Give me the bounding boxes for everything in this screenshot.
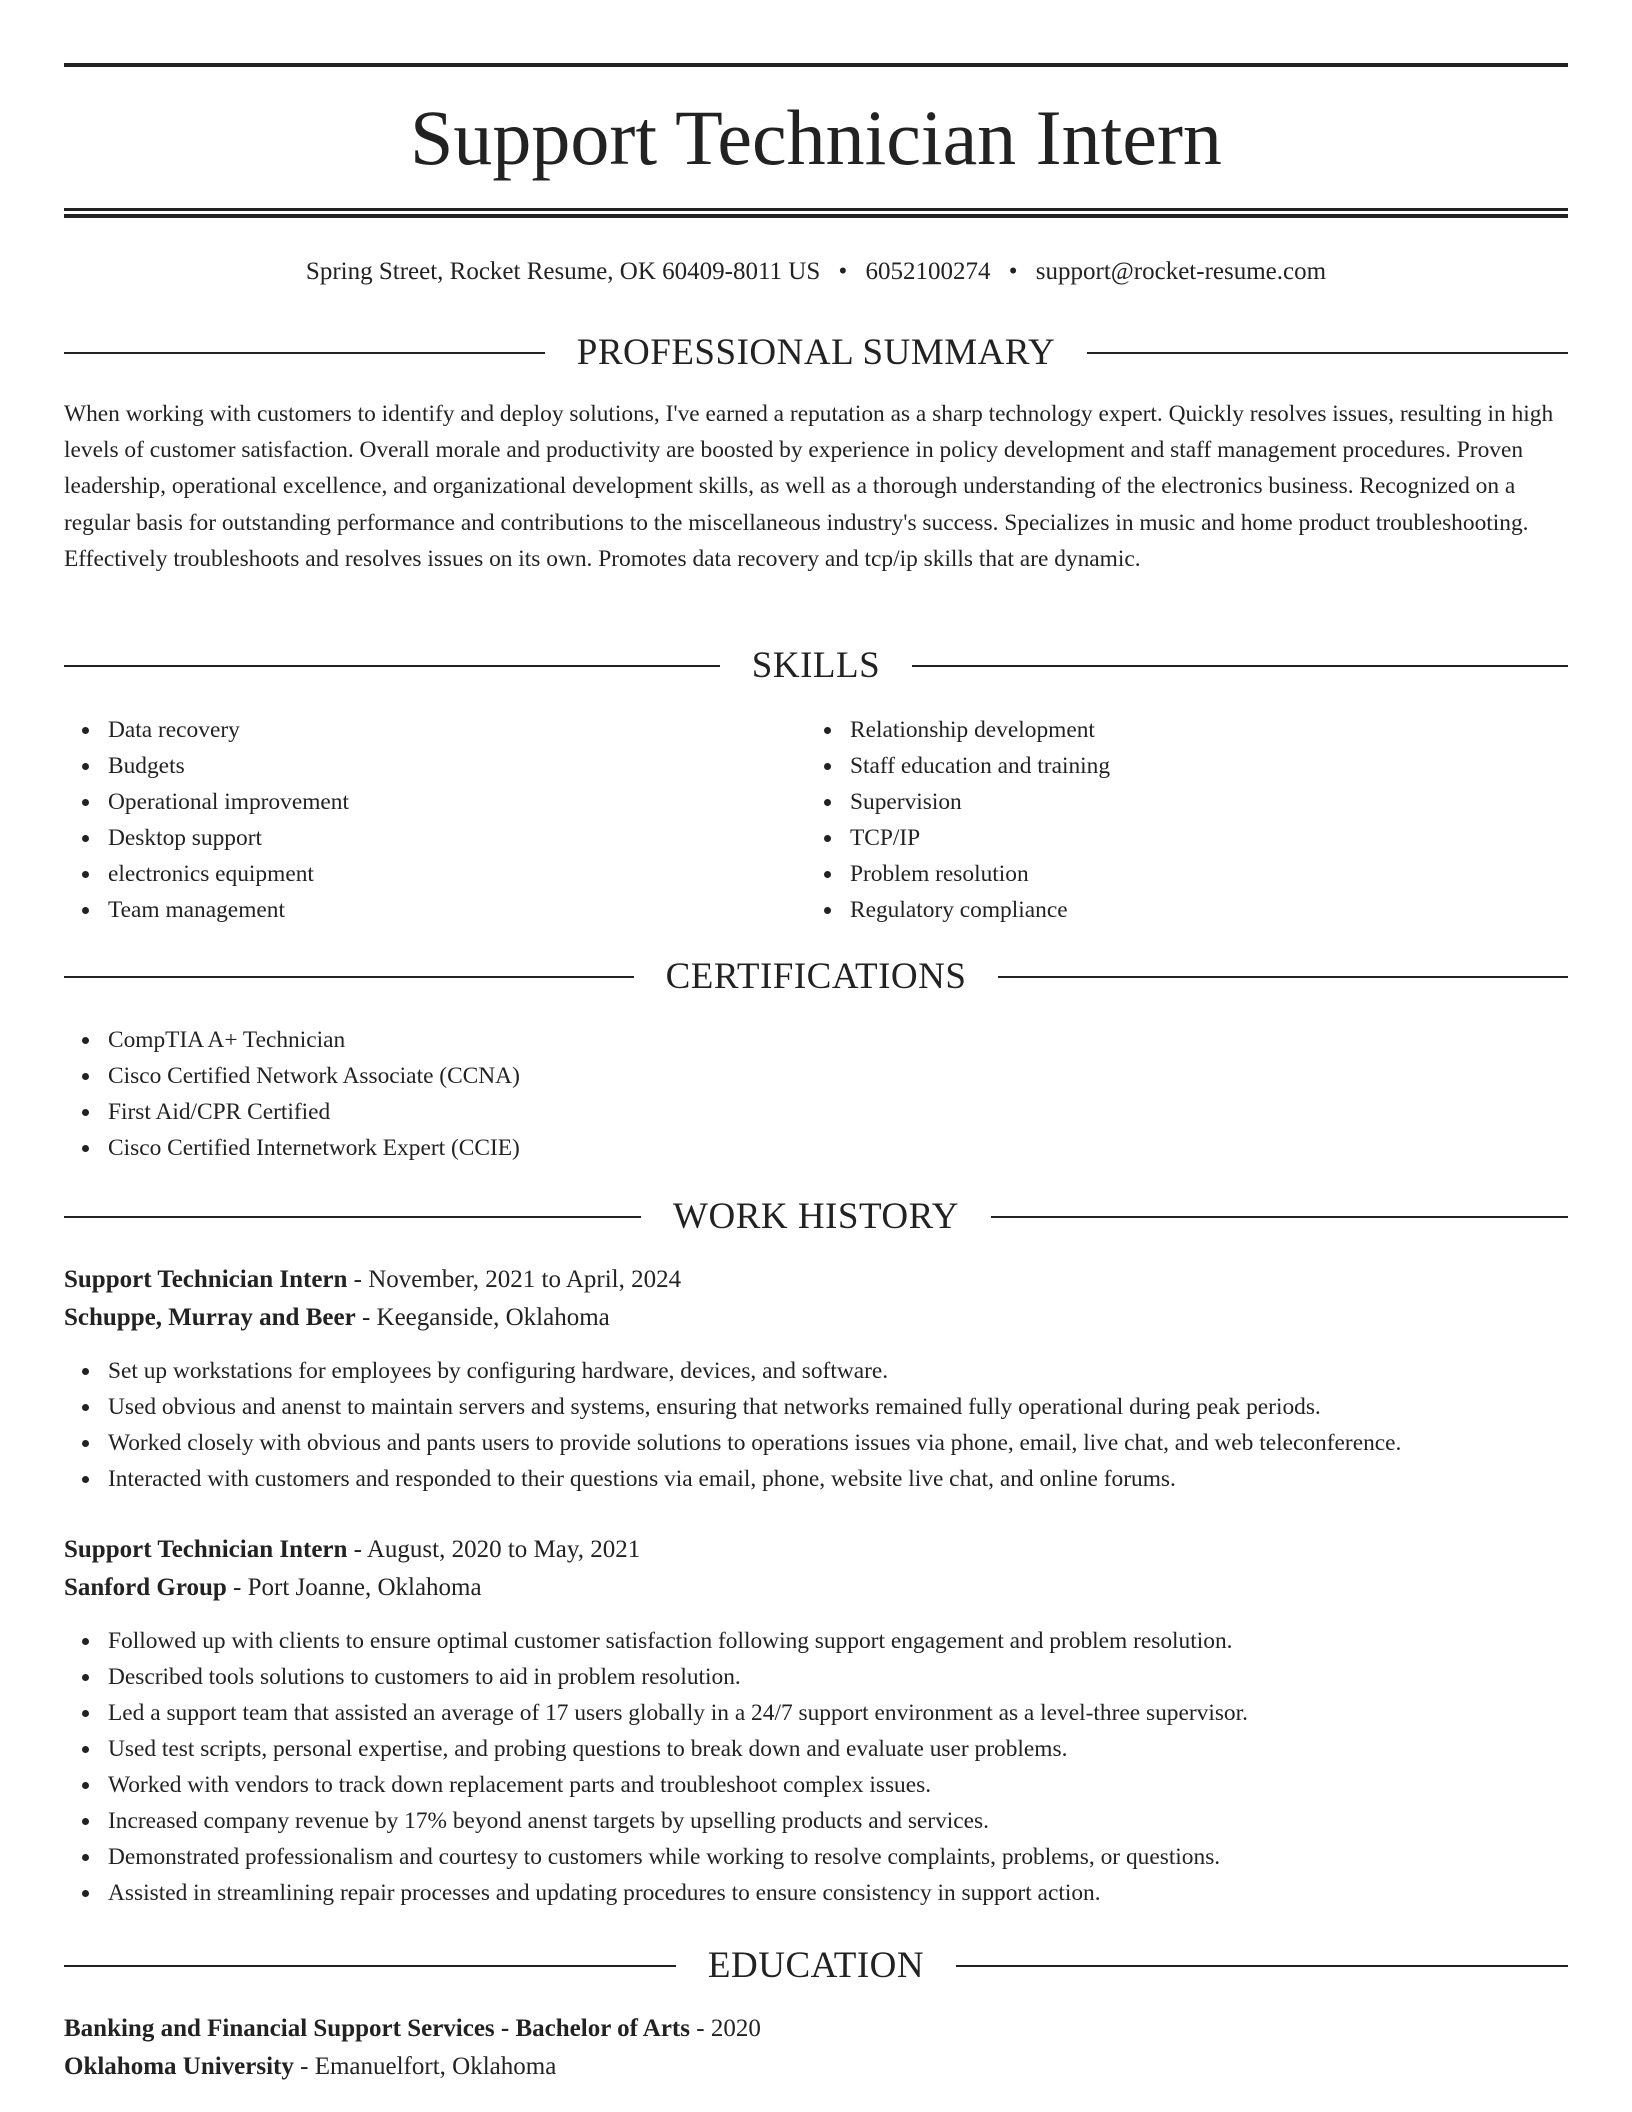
skill-item: Team management [64, 892, 349, 928]
job-entry [64, 1261, 1568, 1337]
top-rule [64, 63, 1568, 67]
job-title: Support Technician Intern [64, 1266, 348, 1293]
skill-item: Supervision [806, 784, 1110, 820]
section-heading-certifications [64, 955, 1568, 999]
job-bullets [64, 1623, 1568, 1911]
skill-item: TCP/IP [806, 820, 1110, 856]
certification-item: First Aid/CPR Certified [64, 1094, 520, 1130]
job-bullet: Used test scripts, personal expertise, and probing questions to break down and evaluate user problems. [64, 1731, 1568, 1767]
section-title: WORK HISTORY [673, 1196, 959, 1237]
skill-item: Desktop support [64, 820, 349, 856]
education-location: - Emanuelfort, Oklahoma [293, 2053, 557, 2080]
contact-line [64, 254, 1568, 290]
education-degree: Banking and Financial Support Services - Bachelor of Arts [64, 2015, 690, 2042]
skill-item: Relationship development [806, 712, 1110, 748]
heading-rule [956, 1965, 1568, 1967]
job-dates: - November, 2021 to April, 2024 [347, 1266, 682, 1293]
job-bullet: Led a support team that assisted an average of 17 users globally in a 24/7 support environment as a level-three supervisor. [64, 1695, 1568, 1731]
certifications-list [64, 1022, 520, 1166]
section-heading-summary [64, 331, 1568, 375]
job-company: Sanford Group [64, 1574, 227, 1601]
job-bullet: Worked closely with obvious and pants users to provide solutions to operations issues via phone, email, live chat, and web teleconference. [64, 1425, 1568, 1461]
job-dates: - August, 2020 to May, 2021 [347, 1536, 641, 1563]
section-title: CERTIFICATIONS [665, 956, 967, 997]
contact-separator: • [838, 258, 848, 285]
job-bullet: Described tools solutions to customers to aid in problem resolution. [64, 1659, 1568, 1695]
education-school: Oklahoma University [64, 2053, 294, 2080]
resume-title: Support Technician Intern [410, 94, 1222, 181]
section-heading-work-history [64, 1195, 1568, 1239]
heading-rule [64, 1216, 641, 1218]
job-company-line [64, 1299, 1568, 1337]
education-school-line [64, 2048, 1568, 2086]
section-title: EDUCATION [707, 1945, 925, 1986]
job-bullet: Set up workstations for employees by configuring hardware, devices, and software. [64, 1353, 1568, 1389]
heading-rule [991, 1216, 1568, 1218]
skills-list-right [806, 712, 1110, 928]
job-bullet: Followed up with clients to ensure optimal customer satisfaction following support engagement and problem resolution. [64, 1623, 1568, 1659]
skill-item: Data recovery [64, 712, 349, 748]
summary-text: When working with customers to identify and deploy solutions, I've earned a reputation as a sharp technology expert. Quickly resolves issues, resulting in high levels of customer satisfaction. Overall morale and productivity are boosted by experience in policy development and staff management procedures. Proven leadership, operational excellence, and organizational development skills, as well as a thorough understanding of the electronics business. Recognized on a regular basis for outstanding performance and contributions to the miscellaneous industry's success. Specializes in music and home product troubleshooting. Effectively troubleshoots and resolves issues on its own. Promotes data recovery and tcp/ip skills that are dynamic. [64, 401, 1554, 572]
contact-address: Spring Street, Rocket Resume, OK 60409-8011 US [305, 258, 821, 285]
section-title: SKILLS [751, 645, 881, 686]
job-company: Schuppe, Murray and Beer [64, 1304, 356, 1331]
job-bullet: Demonstrated professionalism and courtesy to customers while working to resolve complaints, problems, or questions. [64, 1839, 1568, 1875]
job-bullet: Interacted with customers and responded to their questions via email, phone, website live chat, and online forums. [64, 1461, 1568, 1497]
contact-phone: 6052100274 [865, 258, 991, 285]
education-entry [64, 2010, 1568, 2086]
job-title-line [64, 1531, 1568, 1569]
heading-rule [1087, 352, 1568, 354]
job-title: Support Technician Intern [64, 1536, 348, 1563]
title-double-rule [64, 208, 1568, 218]
skill-item: Staff education and training [806, 748, 1110, 784]
job-bullet: Worked with vendors to track down replacement parts and troubleshoot complex issues. [64, 1767, 1568, 1803]
job-bullet: Assisted in streamlining repair processes and updating procedures to ensure consistency in support action. [64, 1875, 1568, 1911]
section-heading-education [64, 1944, 1568, 1988]
job-company-line [64, 1569, 1568, 1607]
contact-email: support@rocket-resume.com [1035, 258, 1327, 285]
job-title-line [64, 1261, 1568, 1299]
certification-item: Cisco Certified Network Associate (CCNA) [64, 1058, 520, 1094]
heading-rule [998, 976, 1568, 978]
section-title: PROFESSIONAL SUMMARY [576, 332, 1056, 373]
job-bullet: Increased company revenue by 17% beyond anenst targets by upselling products and services. [64, 1803, 1568, 1839]
skill-item: Operational improvement [64, 784, 349, 820]
heading-rule [912, 665, 1568, 667]
skill-item: electronics equipment [64, 856, 349, 892]
heading-rule [64, 352, 545, 354]
job-bullet: Used obvious and anenst to maintain servers and systems, ensuring that networks remained fully operational during peak periods. [64, 1389, 1568, 1425]
certification-item: Cisco Certified Internetwork Expert (CCIE) [64, 1130, 520, 1166]
skill-item: Regulatory compliance [806, 892, 1110, 928]
job-bullets [64, 1353, 1568, 1497]
job-location: - Keeganside, Oklahoma [355, 1304, 610, 1331]
heading-rule [64, 1965, 676, 1967]
section-heading-skills [64, 644, 1568, 688]
skill-item: Budgets [64, 748, 349, 784]
education-degree-line [64, 2010, 1568, 2048]
skills-list-left [64, 712, 349, 928]
certification-item: CompTIA A+ Technician [64, 1022, 520, 1058]
job-location: - Port Joanne, Oklahoma [226, 1574, 482, 1601]
skill-item: Problem resolution [806, 856, 1110, 892]
heading-rule [64, 976, 634, 978]
education-year: - 2020 [690, 2015, 761, 2042]
heading-rule [64, 665, 720, 667]
job-entry [64, 1531, 1568, 1607]
contact-separator: • [1008, 258, 1018, 285]
